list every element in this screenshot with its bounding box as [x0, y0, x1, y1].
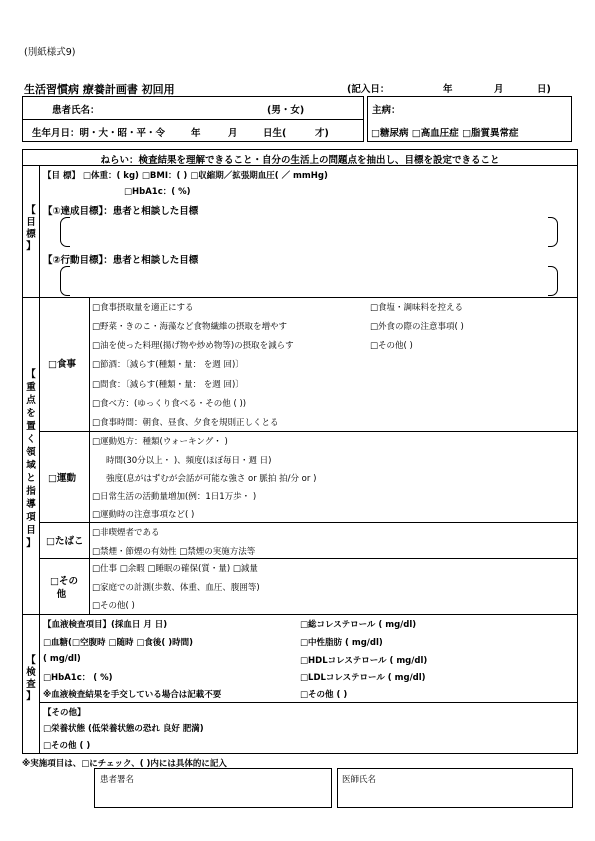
- exam-other-title: 【その他】: [43, 708, 86, 718]
- diet-item-6[interactable]: □食べ方：(ゆっくり食べる・その他 ( )): [92, 399, 247, 409]
- triglyceride-row[interactable]: □中性脂肪 ( mg/dl): [300, 638, 383, 648]
- exercise-item-3[interactable]: 強度(息がはずむが会話が可能な強さ or 脈拍 拍/分 or ): [106, 474, 317, 484]
- exam-hba1c-row[interactable]: □HbA1c： ( %): [43, 673, 113, 683]
- sex-choice: (男・女): [267, 105, 305, 116]
- tobacco-item-1[interactable]: □非喫煙者である: [92, 528, 160, 538]
- aim-text: ねらい：検査結果を理解できること・自分の生活上の問題点を抽出し、目標を設定できること: [100, 155, 500, 166]
- diet-right-item-2[interactable]: □外食の際の注意事項( ): [370, 322, 464, 332]
- total-cholesterol-row[interactable]: □総コレステロール ( mg/dl): [300, 620, 417, 630]
- exercise-item-2[interactable]: 時間(30分以上・ )、頻度(ほぼ毎日・週 日): [106, 456, 272, 466]
- dob-day: 日生(: [263, 128, 287, 139]
- dob-month: 月: [228, 128, 238, 139]
- form-number: (別紙様式9): [24, 47, 76, 58]
- diet-label[interactable]: □食事: [48, 359, 76, 370]
- dob-age: 才): [315, 128, 329, 139]
- blood-sugar-value[interactable]: ( mg/dl): [43, 654, 81, 664]
- exercise-label[interactable]: □運動: [48, 473, 76, 484]
- achievement-goal-label: 【①達成目標】：患者と相談した目標: [43, 206, 199, 217]
- exam-other-line[interactable]: □その他 ( ): [43, 741, 91, 751]
- diet-item-1[interactable]: □食事摂取量を適正にする: [92, 303, 194, 313]
- hdl-row[interactable]: □HDLコレステロール ( mg/dl): [300, 656, 428, 666]
- dob-year: 年: [191, 128, 201, 139]
- date-day: 日): [537, 84, 551, 95]
- goals-hba1c[interactable]: □HbA1c：( %): [124, 187, 191, 197]
- blood-sugar-row[interactable]: □血糖(□空腹時 □随時 □食後( )時間): [43, 638, 194, 648]
- exercise-item-1[interactable]: □運動処方：種類(ウォーキング・ ): [92, 437, 228, 447]
- tobacco-label[interactable]: □たばこ: [46, 536, 84, 547]
- patient-signature-label: 患者署名: [100, 775, 135, 785]
- doctor-name-label: 医師氏名: [342, 775, 377, 785]
- exercise-item-5[interactable]: □運動時の注意事項など( ): [92, 510, 195, 520]
- dob-label: 生年月日：明・大・昭・平・令: [32, 128, 166, 139]
- other-label[interactable]: □その 他: [50, 576, 78, 600]
- achievement-goal-field[interactable]: [72, 220, 542, 244]
- diet-right-item-1[interactable]: □食塩・調味料を控える: [370, 303, 464, 313]
- goals-side-label: 【 目 標 】: [26, 205, 36, 252]
- other-item-3[interactable]: □その他( ): [92, 601, 135, 611]
- exercise-item-4[interactable]: □日常生活の活動量増加(例：1日1万歩・ ): [92, 492, 257, 502]
- other-item-2[interactable]: □家庭での計測(歩数、体重、血圧、腹囲等): [92, 583, 260, 593]
- guidance-side-label: 【 重 点 を 置 く 領 域 と 指 導 項 目 】: [26, 369, 36, 549]
- date-year: 年: [443, 84, 453, 95]
- page-title: 生活習慣病 療養計画書 初回用: [24, 83, 175, 96]
- action-goal-label: 【②行動目標】：患者と相談した目標: [43, 255, 199, 266]
- nutrition-row[interactable]: □栄養状態 (低栄養状態の恐れ 良好 肥満): [43, 724, 204, 734]
- tobacco-item-2[interactable]: □禁煙・節煙の有効性 □禁煙の実施方法等: [92, 547, 256, 557]
- date-prefix: (記入日：: [347, 84, 390, 95]
- footer-note: ※実施項目は、□にチェック、( )内には具体的に記入: [22, 759, 227, 769]
- diet-item-5[interactable]: □間食：〔減らす(種類・量： を週 回)〕: [92, 380, 244, 390]
- diet-item-2[interactable]: □野菜・きのこ・海藻など食物繊維の摂取を増やす: [92, 322, 288, 332]
- disease-options[interactable]: □糖尿病 □高血圧症 □脂質異常症: [371, 128, 519, 139]
- goals-row1[interactable]: 【目 標】 □体重：( kg) □BMI：( ) □収縮期／拡張期血圧( ／ mmHg): [43, 171, 328, 181]
- ldl-row[interactable]: □LDLコレステロール ( mg/dl): [300, 673, 426, 683]
- date-month: 月: [494, 84, 504, 95]
- other-item-1[interactable]: □仕事 □余暇 □睡眠の確保(質・量) □減量: [92, 564, 258, 574]
- exam-side-label: 【 検 査 】: [26, 655, 36, 702]
- action-goal-field[interactable]: [72, 269, 542, 293]
- disease-label: 主病：: [372, 105, 401, 116]
- diet-item-7[interactable]: □食事時間：朝食、昼食、夕食を規則正しくとる: [92, 418, 279, 428]
- blood-test-header: 【血液検査項目】(採血日 月 日): [43, 620, 168, 630]
- diet-item-4[interactable]: □節酒：〔減らす(種類・量： を週 回)〕: [92, 360, 244, 370]
- patient-name-label: 患者氏名：: [52, 105, 100, 116]
- exam-other-row[interactable]: □その他 ( ): [300, 690, 348, 700]
- diet-item-3[interactable]: □油を使った料理(揚げ物や炒め物等)の摂取を減らす: [92, 341, 294, 351]
- diet-right-item-3[interactable]: □その他( ): [370, 341, 413, 351]
- blood-test-note: ※血液検査結果を手交している場合は記載不要: [43, 690, 222, 700]
